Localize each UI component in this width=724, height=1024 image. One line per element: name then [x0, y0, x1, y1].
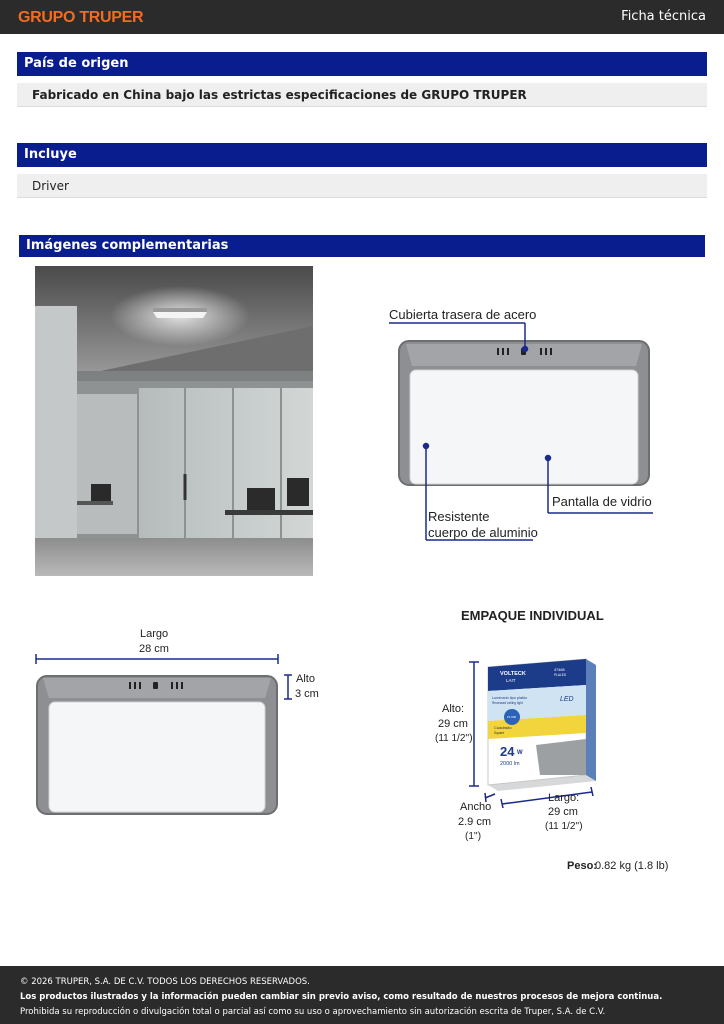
- section-header-origin: País de origen: [17, 52, 707, 76]
- box-lumens: 2000 lm: [500, 761, 520, 767]
- package-weight-label: Peso:: [567, 860, 597, 872]
- box-sku: PLALED: [554, 673, 567, 677]
- callout-body-line1: Resistente: [428, 509, 490, 524]
- box-desc-en: Recessed ceiling light: [492, 701, 523, 705]
- package-alto-label: Alto:: [442, 703, 465, 715]
- callout-glass-screen: Pantalla de vidrio: [552, 494, 652, 509]
- box-shape-en: Square: [494, 731, 505, 735]
- footer-copyright: © 2026 TRUPER, S.A. DE C.V. TODOS LOS DERECHOS RESERVADOS.: [20, 977, 310, 987]
- dimension-length-label: Largo: [140, 628, 169, 640]
- product-front-illustration: [35, 674, 279, 816]
- package-dimension-lines: [468, 660, 598, 808]
- box-led: LED: [560, 696, 574, 703]
- box-watt-unit: W: [517, 750, 523, 756]
- section-header-images: Imágenes complementarias: [19, 235, 705, 257]
- box-brand: VOLTECK: [500, 671, 526, 677]
- footer: [0, 966, 724, 1024]
- dimension-length-line: [35, 654, 279, 664]
- package-alto-cm: 29 cm: [438, 718, 468, 730]
- footer-legal: Prohibida su reproducción o divulgación total o parcial así como su uso o aprovechamiento sin autorización escrita de Truper, S.A. de C.V.: [20, 1007, 606, 1017]
- box-desc-es: Luminario tipo plafón: [492, 696, 528, 700]
- callout-back-cover: Cubierta trasera de acero: [389, 307, 537, 322]
- box-hours: 15 000: [507, 715, 517, 719]
- box-code: 47468: [554, 668, 565, 672]
- package-ancho-label: Ancho: [460, 801, 492, 813]
- package-largo-in: (11 1/2''): [545, 821, 583, 832]
- package-weight-value: 0.82 kg (1.8 lb): [595, 860, 669, 872]
- brand-logo: GRUPO TRUPER: [18, 9, 144, 26]
- includes-text: Driver: [17, 174, 707, 198]
- footer-notice: Los productos ilustrados y la información pueden cambiar sin previo aviso, como resultado de nuestros procesos de mejora continua.: [20, 992, 663, 1002]
- package-largo-label: Largo:: [548, 792, 580, 804]
- document-type: Ficha técnica: [621, 9, 706, 24]
- section-header-includes: Incluye: [17, 143, 707, 167]
- dimension-length-value: 28 cm: [139, 643, 169, 655]
- dimension-height-label: Alto: [296, 673, 315, 685]
- package-ancho-cm: 2.9 cm: [458, 816, 492, 828]
- box-watts: 24: [500, 744, 515, 759]
- dimension-height-value: 3 cm: [295, 688, 319, 700]
- box-line: LAIT: [506, 678, 516, 683]
- origin-text: Fabricado en China bajo las estrictas especificaciones de GRUPO TRUPER: [17, 83, 707, 107]
- top-bar: [0, 0, 724, 34]
- package-ancho-in: (1''): [465, 831, 482, 842]
- office-photo: [35, 266, 313, 576]
- package-alto-in: (11 1/2''): [435, 733, 473, 744]
- package-title: EMPAQUE INDIVIDUAL: [461, 608, 604, 623]
- package-largo-cm: 29 cm: [548, 806, 578, 818]
- dimension-height-line: [284, 674, 292, 700]
- callout-lines: [385, 318, 660, 543]
- callout-body-line2: cuerpo de aluminio: [428, 525, 538, 540]
- box-shape-es: Cuadrado: [494, 725, 512, 730]
